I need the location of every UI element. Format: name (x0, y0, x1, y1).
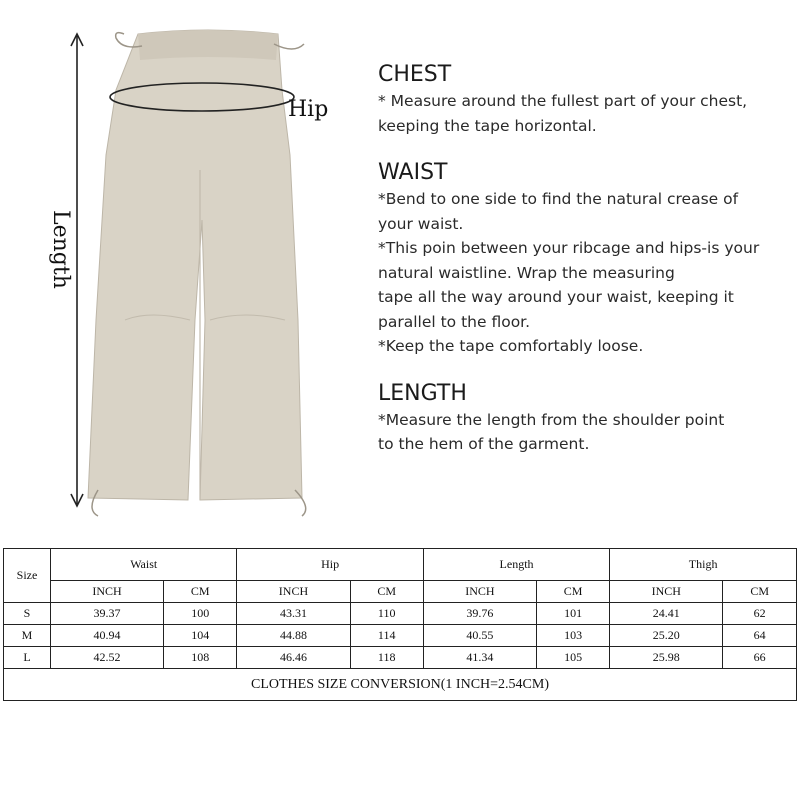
measurement-guide (378, 62, 788, 479)
unit-header: INCH (610, 581, 723, 603)
table-row (4, 603, 797, 625)
group-header-length: Length (423, 549, 609, 581)
guide-line: keeping the tape horizontal. (378, 116, 597, 135)
guide-line: *Keep the tape comfortably loose. (378, 337, 644, 355)
waist-title: WAIST (378, 160, 448, 185)
size-chart-table (3, 548, 797, 701)
table-cell: 62 (723, 603, 797, 625)
table-cell: 66 (723, 647, 797, 669)
table-cell: 41.34 (423, 647, 536, 669)
table-cell: 39.37 (51, 603, 164, 625)
unit-header: CM (164, 581, 237, 603)
table-cell: 105 (536, 647, 609, 669)
chest-title: CHEST (378, 62, 452, 87)
table-cell: 39.76 (423, 603, 536, 625)
hip-label: Hip (288, 97, 329, 122)
size-conversion-note: CLOTHES SIZE CONVERSION(1 INCH=2.54CM) (4, 669, 797, 701)
waist-section (378, 160, 788, 359)
table-cell: 104 (164, 625, 237, 647)
table-cell: 103 (536, 625, 609, 647)
chest-section (378, 62, 788, 138)
pants-diagram (40, 20, 360, 525)
table-row (4, 647, 797, 669)
guide-line: tape all the way around your waist, keeping it (378, 288, 734, 306)
table-cell: 101 (536, 603, 609, 625)
unit-header: INCH (51, 581, 164, 603)
table-cell: 25.98 (610, 647, 723, 669)
guide-line: * Measure around the fullest part of your chest, (378, 92, 748, 110)
table-unit-header-row (4, 581, 797, 603)
length-label: Length (48, 210, 73, 289)
size-header: Size (4, 549, 51, 603)
table-cell: 114 (350, 625, 423, 647)
table-cell: 25.20 (610, 625, 723, 647)
unit-header: CM (536, 581, 609, 603)
group-header-waist: Waist (51, 549, 237, 581)
table-cell: 40.94 (51, 625, 164, 647)
guide-line: to the hem of the garment. (378, 435, 590, 453)
guide-line: natural waistline. Wrap the measuring (378, 263, 675, 282)
table-cell: 118 (350, 647, 423, 669)
size-cell: M (4, 625, 51, 647)
size-cell: S (4, 603, 51, 625)
group-header-hip: Hip (237, 549, 423, 581)
table-cell: 40.55 (423, 625, 536, 647)
unit-header: INCH (237, 581, 350, 603)
table-cell: 100 (164, 603, 237, 625)
length-section (378, 381, 788, 457)
unit-header: CM (350, 581, 423, 603)
table-group-header-row (4, 549, 797, 581)
table-cell: 44.88 (237, 625, 350, 647)
group-header-thigh: Thigh (610, 549, 797, 581)
table-row (4, 625, 797, 647)
guide-line: parallel to the floor. (378, 312, 531, 331)
guide-line: *Bend to one side to find the natural crease of (378, 190, 739, 208)
guide-line: *Measure the length from the shoulder point (378, 410, 725, 429)
table-cell: 43.31 (237, 603, 350, 625)
table-cell: 24.41 (610, 603, 723, 625)
size-cell: L (4, 647, 51, 669)
table-cell: 108 (164, 647, 237, 669)
length-title: LENGTH (378, 380, 467, 406)
table-cell: 64 (723, 625, 797, 647)
guide-line: *This poin between your ribcage and hips-is your (378, 239, 760, 257)
guide-line: your waist. (378, 214, 464, 233)
table-footer-row (4, 669, 797, 701)
unit-header: CM (723, 581, 797, 603)
table-cell: 42.52 (51, 647, 164, 669)
pants-shape (88, 30, 302, 500)
table-cell: 110 (350, 603, 423, 625)
unit-header: INCH (423, 581, 536, 603)
table-cell: 46.46 (237, 647, 350, 669)
